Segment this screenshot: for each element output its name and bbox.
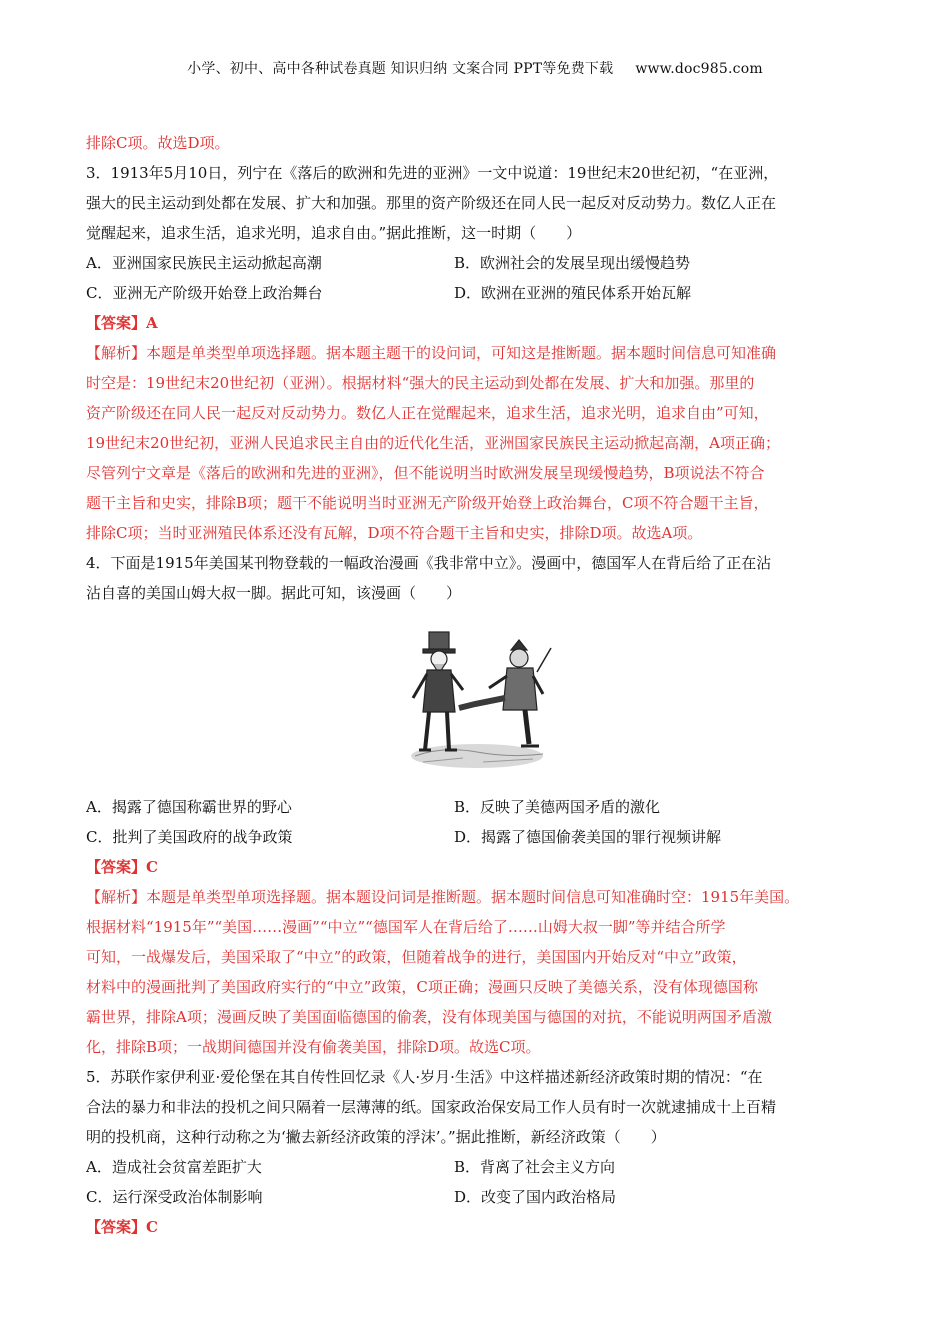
page-header	[0, 58, 950, 78]
political-cartoon	[86, 608, 872, 792]
question-5	[86, 1062, 872, 1242]
q3-analysis-line: 排除C项；当时亚洲殖民体系还没有瓦解，D项不符合题干主旨和史实，排除D项。故选A项。	[86, 524, 703, 542]
q4-analysis-line: 根据材料“1915年”“美国……漫画”“中立”“德国军人在背后给了……山姆大叔一脚”等并结合所学	[86, 918, 726, 936]
q4-options-row	[86, 822, 872, 852]
q5-stem-line: 5．苏联作家伊利亚·爱伦堡在其自传性回忆录《人·岁月·生活》中这样描述新经济政策时期的情况：“在	[86, 1068, 763, 1086]
document-body	[86, 128, 872, 1242]
q4-option-c: C．批判了美国政府的战争政策	[86, 828, 293, 846]
q3-stem-line: 3．1913年5月10日，列宁在《落后的欧洲和先进的亚洲》一文中说道：19世纪末20世纪初，“在亚洲，	[86, 164, 779, 182]
q5-options-row	[86, 1152, 872, 1182]
question-3	[86, 158, 872, 548]
q3-analysis-line: 时空是：19世纪末20世纪初（亚洲）。根据材料“强大的民主运动到处都在发展、扩大和加强。那里的	[86, 374, 755, 392]
q4-option-d: D．揭露了德国偷袭美国的罪行视频讲解	[454, 828, 722, 846]
q4-answer: 【答案】C	[86, 858, 158, 876]
question-4	[86, 548, 872, 1062]
q3-analysis-line: 资产阶级还在同人民一起反对反动势力。数亿人正在觉醒起来，追求生活，追求光明，追求自由”可知，	[86, 404, 769, 422]
q3-option-a: A．亚洲国家民族民主运动掀起高潮	[86, 254, 322, 272]
q5-option-b: B．背离了社会主义方向	[454, 1158, 616, 1176]
q4-analysis-line: 【解析】本题是单类型单项选择题。据本题设问词是推断题。据本题时间信息可知准确时空：1915年美国。	[86, 888, 800, 906]
q3-answer: 【答案】A	[86, 314, 158, 332]
q4-stem-line: 沾自喜的美国山姆大叔一脚。据此可知，该漫画（ ）	[86, 584, 462, 602]
q4-option-b: B．反映了美德两国矛盾的激化	[454, 798, 661, 816]
prev-answer-tail: 排除C项。故选D项。	[86, 134, 230, 152]
q4-analysis-line: 化，排除B项；一战期间德国并没有偷袭美国，排除D项。故选C项。	[86, 1038, 541, 1056]
q3-stem-line: 强大的民主运动到处都在发展、扩大和加强。那里的资产阶级还在同人民一起反对反动势力。数亿人正在	[86, 194, 777, 212]
q4-analysis-line: 材料中的漫画批判了美国政府实行的“中立”政策，C项正确；漫画只反映了美德关系，没有体现德国称	[86, 978, 758, 996]
q3-analysis-line: 题干主旨和史实，排除B项；题干不能说明当时亚洲无产阶级开始登上政治舞台，C项不符合题干主旨，	[86, 494, 769, 512]
q3-option-b: B．欧洲社会的发展呈现出缓慢趋势	[454, 254, 691, 272]
q5-answer: 【答案】C	[86, 1218, 158, 1236]
q3-options-row	[86, 248, 872, 278]
header-text: 小学、初中、高中各种试卷真题 知识归纳 文案合同 PPT等免费下载	[187, 61, 614, 77]
q3-option-d: D．欧洲在亚洲的殖民体系开始瓦解	[454, 284, 692, 302]
cartoon-illustration	[403, 628, 555, 772]
q3-stem-line: 觉醒起来，追求生活，追求光明，追求自由。”据此推断，这一时期（ ）	[86, 224, 582, 242]
header-url[interactable]: www.doc985.com	[635, 61, 763, 77]
q4-analysis-line: 可知，一战爆发后，美国采取了“中立”的政策，但随着战争的进行，美国国内开始反对“中立”政策，	[86, 948, 747, 966]
q3-analysis-line: 19世纪末20世纪初，亚洲人民追求民主自由的近代化生活，亚洲国家民族民主运动掀起高潮，A项正确；	[86, 434, 781, 452]
q5-option-d: D．改变了国内政治格局	[454, 1188, 617, 1206]
q4-options-row	[86, 792, 872, 822]
q3-options-row	[86, 278, 872, 308]
q5-option-c: C．运行深受政治体制影响	[86, 1188, 263, 1206]
q3-analysis-line: 【解析】本题是单类型单项选择题。据本题主题干的设问词，可知这是推断题。据本题时间信息可知准确	[86, 344, 777, 362]
q3-analysis-line: 尽管列宁文章是《落后的欧洲和先进的亚洲》，但不能说明当时欧洲发展呈现缓慢趋势，B项说法不符合	[86, 464, 765, 482]
q5-option-a: A．造成社会贫富差距扩大	[86, 1158, 262, 1176]
q4-stem-line: 4．下面是1915年美国某刊物登载的一幅政治漫画《我非常中立》。漫画中，德国军人在背后给了正在沾	[86, 554, 772, 572]
uncle-sam-figure	[413, 632, 463, 750]
q4-analysis-line: 霸世界，排除A项；漫画反映了美国面临德国的偷袭，没有体现美国与德国的对抗，不能说明两国矛盾激	[86, 1008, 772, 1026]
q5-stem-line: 明的投机商，这种行动称之为‘撇去新经济政策的浮沫’。”据此推断，新经济政策（ ）	[86, 1128, 666, 1146]
q5-options-row	[86, 1182, 872, 1212]
q5-stem-line: 合法的暴力和非法的投机之间只隔着一层薄薄的纸。国家政治保安局工作人员有时一次就逮捕成十上百精	[86, 1098, 777, 1116]
german-soldier-figure	[459, 640, 551, 746]
q3-option-c: C．亚洲无产阶级开始登上政治舞台	[86, 284, 323, 302]
q4-option-a: A．揭露了德国称霸世界的野心	[86, 798, 292, 816]
